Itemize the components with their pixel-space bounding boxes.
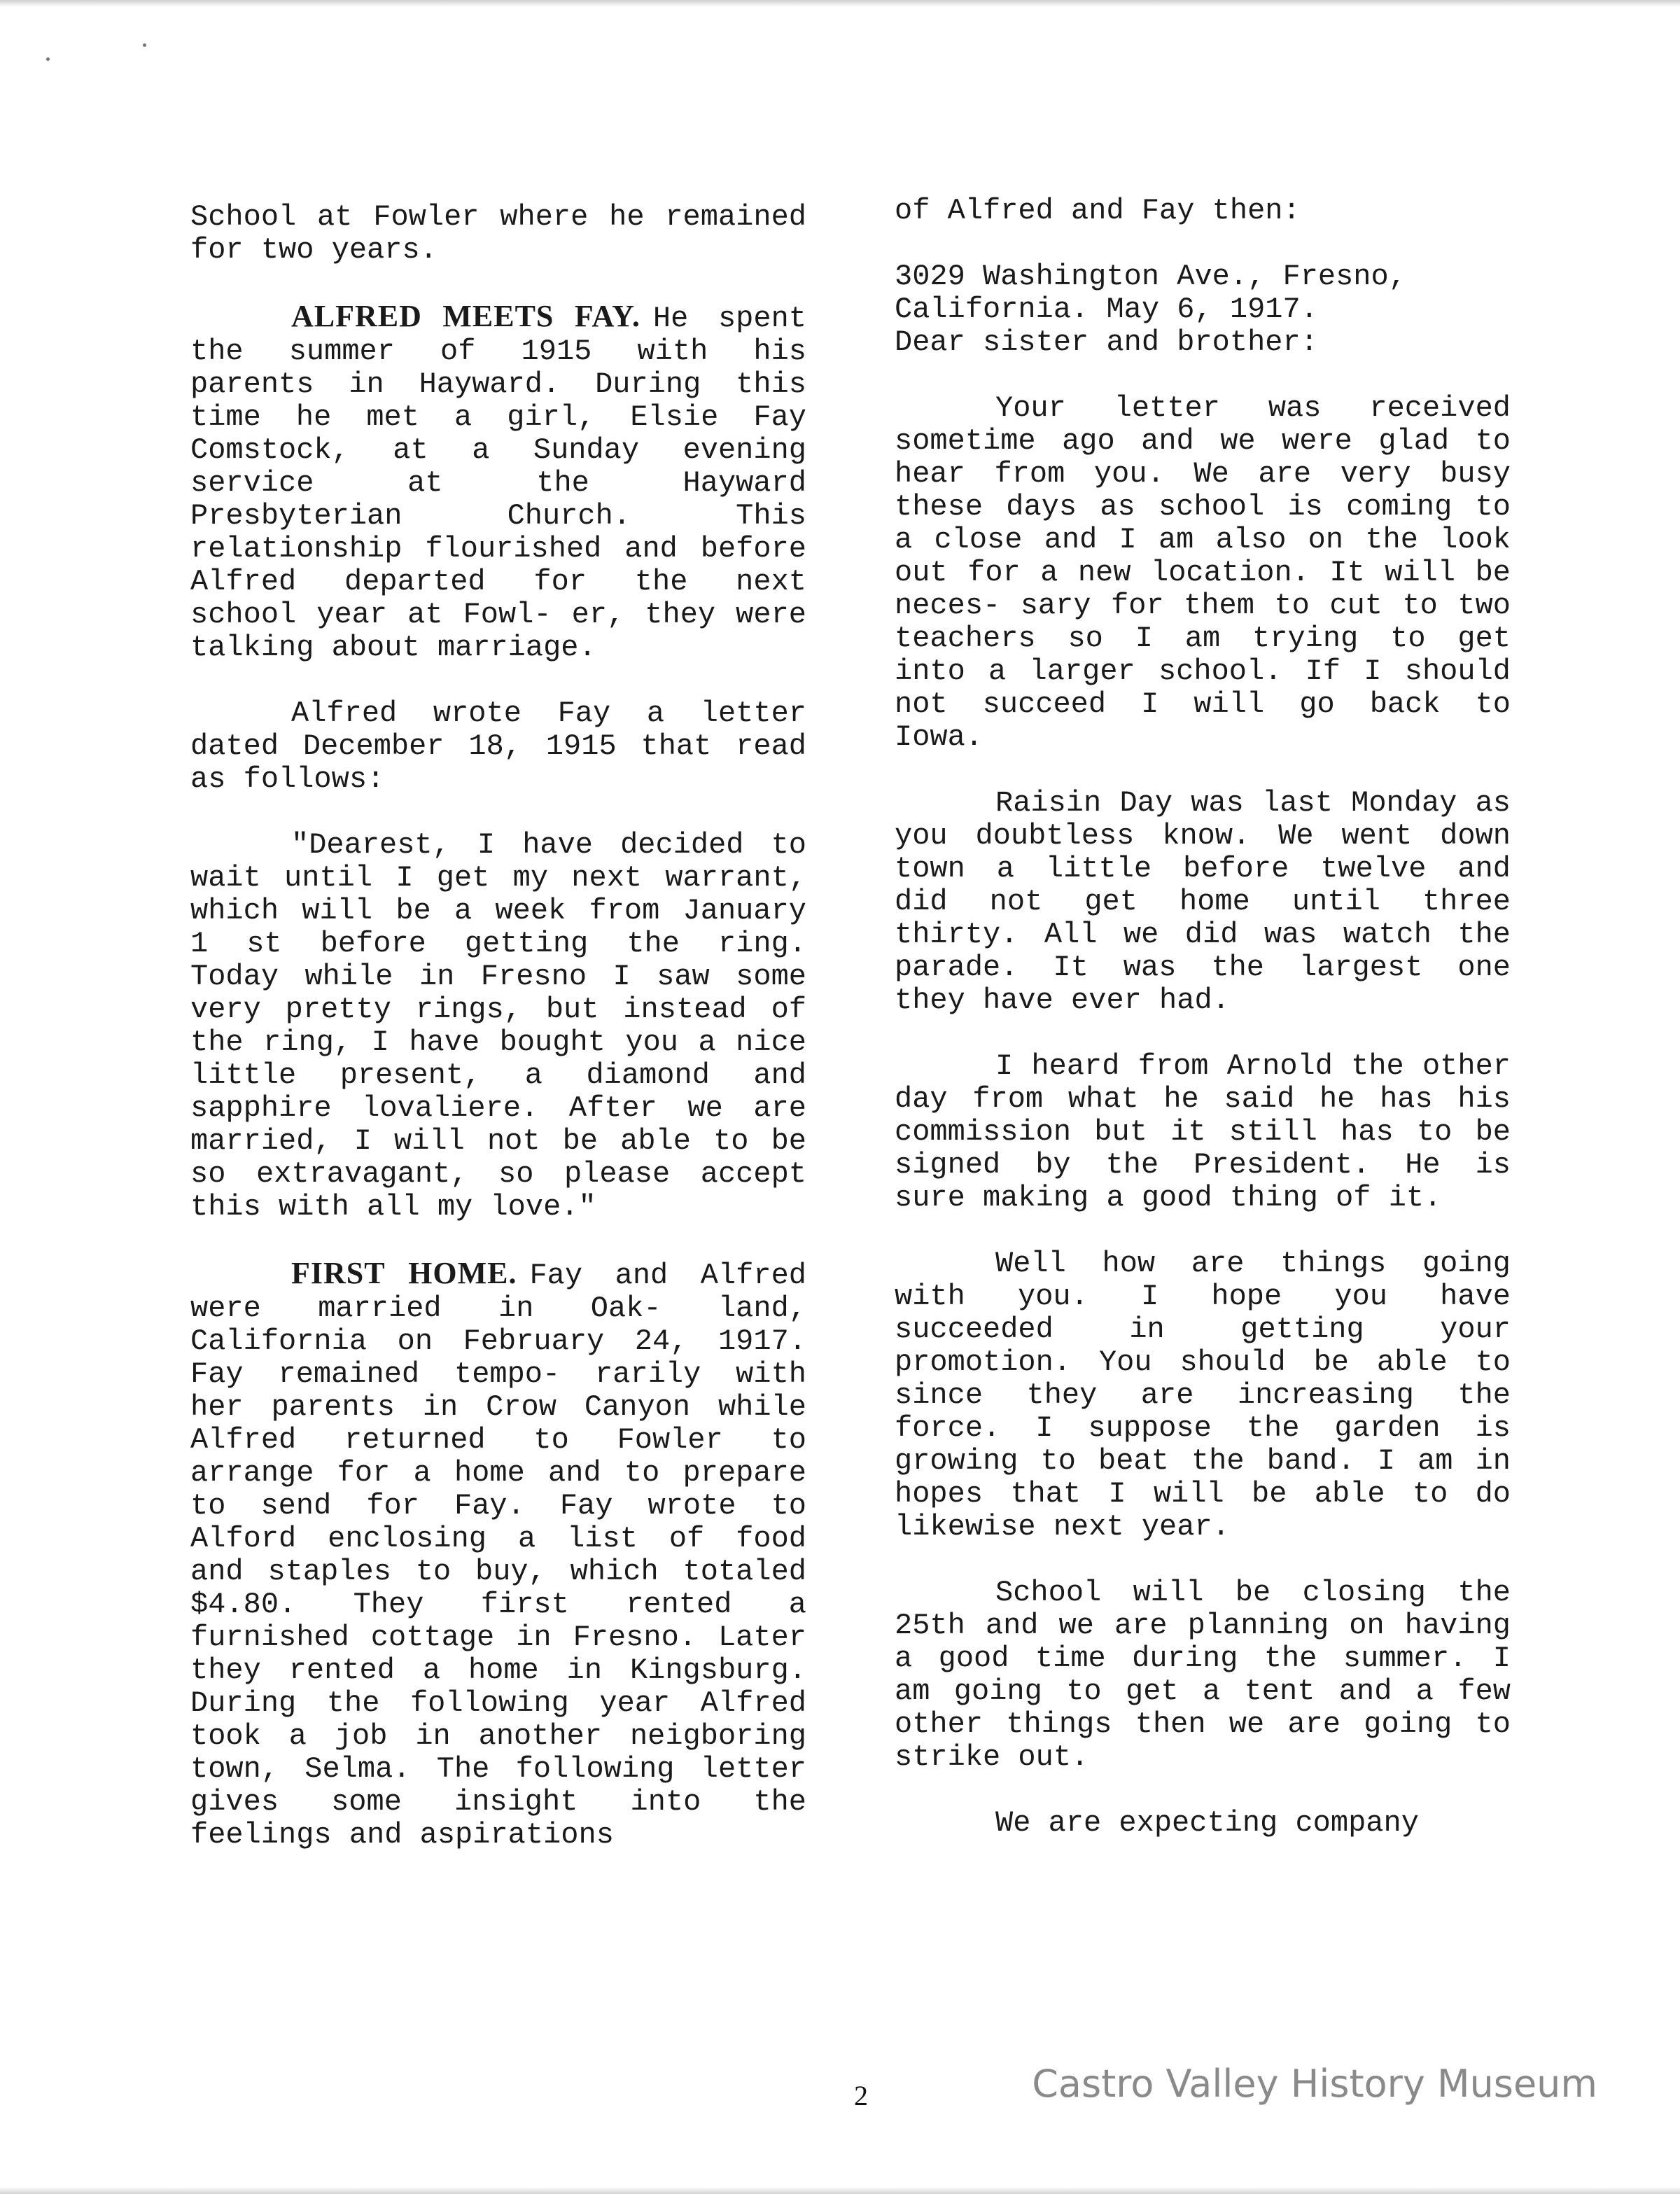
paragraph-dearest-letter: "Dearest, I have decided to wait until I get my next warrant, which will be a week from January 1 st before getting the ring. Today while in Fresno I saw some very pretty rings, but instead of the ring, I have bought you a nice little present, a diamond and sapphire lovaliere. After we are married, I will not be able to be so extravagant, so please accept this with all my love." xyxy=(190,828,806,1224)
letter-address-line-2: California. May 6, 1917. xyxy=(895,293,1318,326)
alfred-meets-fay-body: He spent the summer of 1915 with his parents in Hayward. During this time he met a girl, Elsie Fay Comstock, at a Sunday evening service at the Hayward Presbyterian Church. This relationship flourished and before Alfred departed for the next school year at Fowl- er, they were talking about marriage. xyxy=(190,302,806,664)
paragraph-of-alfred-and-fay: of Alfred and Fay then: xyxy=(895,194,1301,228)
museum-watermark: Castro Valley History Museum xyxy=(1032,2062,1597,2106)
scan-edge-top xyxy=(0,0,1680,7)
paragraph-school-closing: School will be closing the 25th and we are planning on having a good time during the summer. I am going to get a tent and a few other things then we are going to strike out. xyxy=(895,1576,1511,1774)
paragraph-expecting-company: We are expecting company xyxy=(995,1806,1419,1840)
paragraph-arnold: I heard from Arnold the other day from what he said he has his commission but it still has to be signed by the President. He is sure making a good thing of it. xyxy=(895,1049,1511,1215)
letter-heading-block xyxy=(895,260,1511,359)
page-number: 2 xyxy=(854,2080,868,2111)
heading-first-home: FIRST HOME. xyxy=(291,1256,517,1290)
paragraph-letter-received: Your letter was received sometime ago and we were glad to hear from you. We are very busy these days as school is coming to a close and I am also on the look out for a new location. It will be neces- sary for them to cut to two teachers so I am trying to get into a larger school. If I should not succeed I will go back to Iowa. xyxy=(895,391,1511,754)
paragraph-raisin-day: Raisin Day was last Monday as you doubtless know. We went down town a little before twelve and did not get home until three thirty. All we did was watch the parade. It was the largest one they have ever had. xyxy=(895,786,1511,1017)
paragraph-letter-intro: Alfred wrote Fay a letter dated December 18, 1915 that read as follows: xyxy=(190,697,806,796)
section-alfred-meets-fay xyxy=(190,300,806,664)
first-home-body: Fay and Alfred were married in Oak- land, California on February 24, 1917. Fay remained tempo- rarily with her parents in Crow Canyon while Alfred returned to Fowler to arrange for a home and to prepare to send for Fay. Fay wrote to Alford enclosing a list of food and staples to buy, which totaled $4.80. They first rented a furnished cottage in Fresno. Later they rented a home in Kingsburg. During the following year Alfred took a job in another neigboring town, Selma. The following letter gives some insight into the feelings and aspirations xyxy=(190,1259,807,1852)
letter-salutation: Dear sister and brother: xyxy=(895,326,1318,359)
right-column xyxy=(895,195,1511,1873)
paragraph-how-are-things: Well how are things going with you. I hope you have succeeded in getting your promotion. You should be able to since they are increasing the force. I suppose the garden is growing to beat the band. I am in hopes that I will be able to do likewise next year. xyxy=(895,1247,1511,1544)
heading-alfred-meets-fay: ALFRED MEETS FAY. xyxy=(291,299,640,333)
paragraph-school-fowler: School at Fowler where he remained for two years. xyxy=(190,200,806,267)
section-first-home xyxy=(190,1257,806,1852)
letter-address-line-1: 3029 Washington Ave., Fresno, xyxy=(895,260,1406,293)
left-column xyxy=(190,201,806,1885)
scan-edge-bottom xyxy=(0,2187,1680,2194)
dust-speck xyxy=(46,57,50,61)
dust-speck xyxy=(143,43,146,47)
